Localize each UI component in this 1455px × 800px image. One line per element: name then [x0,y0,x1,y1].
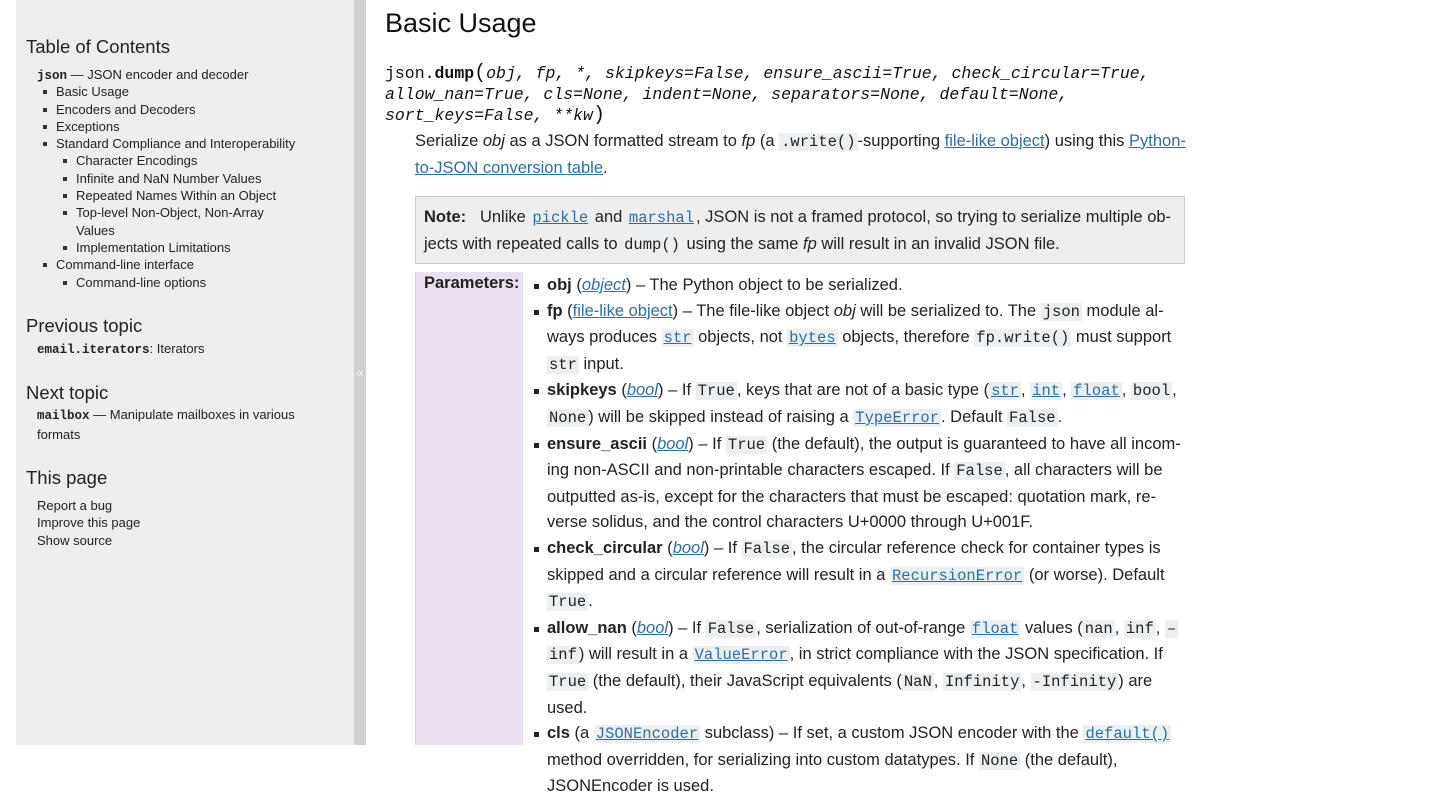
conversion-table-link-cont[interactable]: to-JSON conversion table [415,158,604,177]
show-source-link[interactable]: Show source [37,533,113,548]
toc-item-top-level-cont[interactable]: Values [76,223,115,238]
sidebar [16,0,354,745]
valueerror-link[interactable]: ValueError [694,646,788,665]
improve-page-link[interactable]: Improve this page [37,515,141,530]
default-method-link[interactable]: default() [1085,725,1170,744]
param-cls: cls (a JSONEncoder subclass) – If set, a custom JSON encoder with the default() method overridden, for serializing into custom datatypes. If None (the default), JSONEncoder is used. [547,721,1187,800]
note-box: Note: Unlike pickle and marshal , JSON is not a framed protocol, so trying to serialize multiple ob- jects with repeated calls to dump() using the same fp will result in an invalid JSON file. [415,196,1185,264]
parameters-label-cell [415,272,523,745]
bool-type-link[interactable]: bool [672,538,704,557]
note-label: Note: [424,208,467,226]
toc-item-cli[interactable]: Command-line interface [56,256,194,273]
toc-item-exceptions[interactable]: Exceptions [56,118,120,135]
next-topic-link[interactable]: mailbox — Manipulate mailboxes in various formats [37,407,295,442]
int-link[interactable]: int [1032,382,1061,401]
fp-type-link[interactable]: file-like object [572,301,673,320]
function-name: dump [434,64,475,83]
parameters-list [547,273,1187,800]
jsonencoder-link[interactable]: JSONEncoder [595,725,699,744]
function-signature: json.dump(obj, fp, *, skipkeys=False, ensure_ascii=True, check_circular=True, allow_nan=True, cls=None, indent=None, separators=None, default=None, sort_keys=False, **kw) [385,62,1150,127]
bool-type-link[interactable]: bool [636,618,669,637]
str-link[interactable]: str [991,382,1019,401]
toc-item-basic-usage[interactable]: Basic Usage [56,83,129,100]
bytes-link[interactable]: bytes [789,329,836,348]
recursionerror-link[interactable]: RecursionError [892,566,1023,585]
toc-item-repeated-names[interactable]: Repeated Names Within an Object [76,187,276,204]
bool-type-link[interactable]: bool [626,381,659,400]
previous-topic-heading: Previous topic [26,315,143,336]
bool-type-link[interactable]: bool [657,434,689,453]
next-topic-heading: Next topic [26,382,109,403]
page-title: Basic Usage [385,8,537,38]
conversion-table-link[interactable]: Python- [1129,132,1186,150]
param-ensure-ascii: ensure_ascii (bool) – If True (the default), the output is guaranteed to have all incom- ing non-ASCII and non-printable characters escaped. If False , all characters will be outputted as-is, except for the characters that must be escaped: quotation mark, re- verse solidus, and the control characters U+0000 through U+001F. [547,432,1187,536]
pickle-link[interactable]: pickle [532,209,589,227]
object-type-link[interactable]: object [581,276,626,294]
collapse-chevron-icon: « [356,364,364,380]
param-skipkeys: skipkeys (bool) – If True , keys that are not of a basic type ( str , int , float , bool , None ) will be skipped instead of raising a TypeError . Default False . [547,378,1187,431]
toc-item-character-encodings[interactable]: Character Encodings [76,152,197,169]
toc-item-top-level[interactable]: Top-level Non-Object, Non-Array [76,204,264,221]
param-allow-nan: allow_nan (bool) – If False , serialization of out-of-range float values ( nan , inf , – inf ) will result in a ValueError , in strict compliance with the JSON specification. If True (the default), their JavaScript equivalents ( NaN , Infinity , -Infinity ) are used. [547,616,1187,721]
str-link[interactable]: str [663,329,692,348]
toc-item-cli-options[interactable]: Command-line options [76,274,206,291]
param-fp: fp (file-like object) – The file-like object obj will be serialized to. The json module al- ways produces str objects, not bytes objects, therefore fp.write() must support str input. [547,299,1187,379]
param-check-circular: check_circular (bool) – If False , the circular reference check for container types is skipped and a circular reference will result in a RecursionError (or worse). Default True . [547,536,1187,616]
parameters-label: Parameters: [424,274,520,292]
this-page-heading: This page [26,467,108,488]
report-bug-link[interactable]: Report a bug [37,498,113,513]
function-description: Serialize obj as a JSON formatted stream to fp (a .write() -supporting file-like object) using this Python- to-JSON conversion table. [415,132,1186,177]
toc-item-encoders[interactable]: Encoders and Decoders [56,101,195,118]
toc-heading: Table of Contents [26,36,170,57]
main-content [366,0,1455,796]
toc-item-standard-compliance[interactable]: Standard Compliance and Interoperability [56,135,295,152]
param-obj: obj (object) – The Python object to be serialized. [547,273,1187,299]
previous-topic-link[interactable]: email.iterators: Iterators [37,341,205,357]
marshal-link[interactable]: marshal [628,209,695,227]
toc-item-infinite-nan[interactable]: Infinite and NaN Number Values [76,170,261,187]
sidebar-collapse-button[interactable] [354,0,366,745]
typeerror-link[interactable]: TypeError [855,408,939,427]
toc-root-link[interactable]: json — JSON encoder and decoder [37,67,249,83]
toc-item-implementation-limits[interactable]: Implementation Limitations [76,239,231,256]
float-link[interactable]: float [971,619,1019,638]
float-link[interactable]: float [1073,382,1120,401]
file-like-object-link[interactable]: file-like object [944,132,1045,150]
